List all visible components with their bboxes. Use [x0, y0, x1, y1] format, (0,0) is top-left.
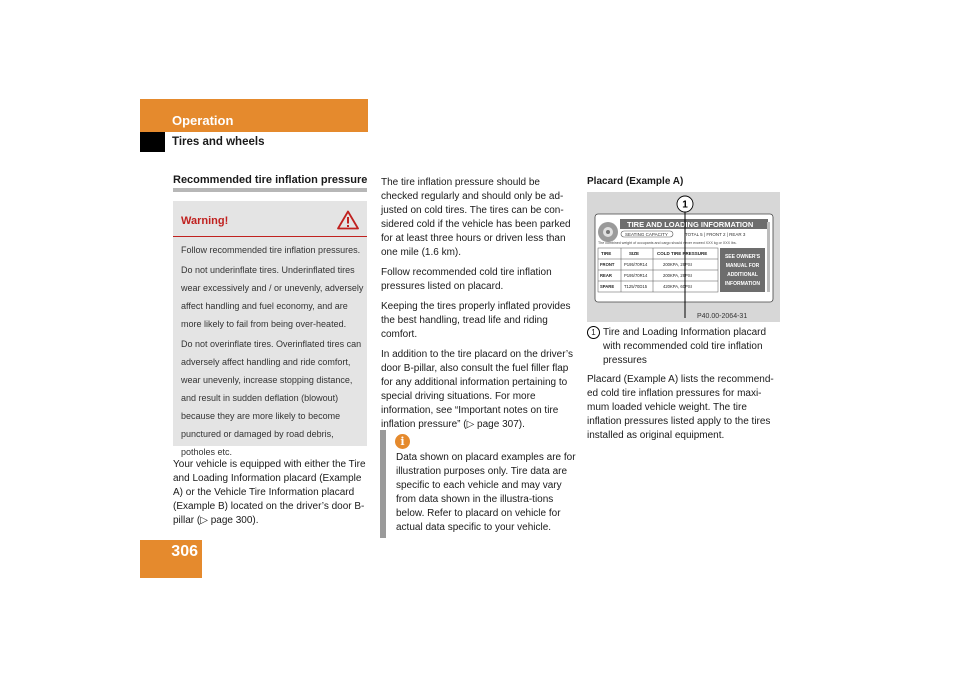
- warning-paragraph: Do not overinflate tires. Overinflated tires can adversely affect handling and ride comfort, wear unevenly, increase stopping distance, and result in sudden deflation (blowout) because they are more likely to become punctured or damaged by road debris, potholes etc.: [181, 339, 362, 457]
- body-paragraph: The tire inflation pressure should be checked regularly and should only be ad-justed on cold tires. The tires can be con-sidered cold if the vehicle has been parked for at least three hours or driven less than one mile (1.6 km).: [381, 177, 571, 258]
- info-note-bar: [380, 430, 386, 538]
- body-paragraph: In addition to the tire placard on the driver’s door B-pillar, also consult the fuel filler flap for any additional information pertaining to special driving situations. For more information, see “Important notes on tire inflation pressure” (▷ page 307).: [381, 349, 573, 430]
- header-marker: [140, 132, 165, 152]
- placard-row-pressure: 200KPA, 29PSI: [663, 273, 692, 278]
- subsection-title: Tires and wheels: [172, 136, 265, 148]
- body-paragraph: Placard (Example A) lists the recommend-ed cold tire inflation pressures for maxi-mum loaded vehicle weight. The tire inflation pressures listed apply to the tires installed as original equipment.: [587, 374, 774, 441]
- placard-row-label: FRONT: [600, 262, 615, 267]
- placard-header: TIRE AND LOADING INFORMATION: [627, 220, 754, 229]
- placard-row-size: T125/70D15: [624, 284, 648, 289]
- callout-number: 1: [587, 326, 600, 339]
- placard-note-line: INFORMATION: [725, 281, 760, 287]
- placard-note-line: ADDITIONAL: [727, 272, 758, 278]
- placard-row-pressure: 420KPA, 60PSI: [663, 284, 692, 289]
- placard-note-line: SEE OWNER'S: [724, 254, 761, 260]
- placard-row-size: P195/70R14: [624, 273, 648, 278]
- body-column-2: [381, 176, 574, 438]
- warning-text: [181, 241, 364, 463]
- info-icon: i: [395, 434, 410, 449]
- body-paragraph: Keeping the tires properly inflated provides the best handling, tread life and riding comfort.: [381, 301, 571, 340]
- placard-callout-number: 1: [682, 199, 688, 211]
- placard-row-label: SPARE: [600, 284, 615, 289]
- warning-rule: [173, 236, 367, 237]
- placard-row-label: REAR: [600, 273, 612, 278]
- page-number: 306: [171, 543, 198, 560]
- placard-col-size: SIZE: [629, 251, 640, 256]
- section-title: Operation: [172, 113, 234, 128]
- figure-reference: P40.00-2064-31: [697, 313, 748, 320]
- warning-paragraph: Follow recommended tire inflation pressures.: [181, 245, 361, 255]
- placard-caption-title: Placard (Example A): [587, 176, 684, 187]
- placard-col-tire: TIRE: [601, 251, 612, 256]
- placard-seating: SEATING CAPACITY: [625, 232, 668, 237]
- warning-triangle-icon: [337, 210, 359, 230]
- warning-paragraph: Do not underinflate tires. Underinflated tires wear excessively and / or unevenly, adversely affect handling and fuel economy, and are more likely to fail from being over-heated.: [181, 265, 364, 329]
- body-paragraph: Follow recommended cold tire inflation pressures listed on placard.: [381, 267, 552, 292]
- placard-row-size: P195/70R14: [624, 262, 648, 267]
- warning-label: Warning!: [181, 215, 229, 227]
- callout-legend: [587, 326, 780, 368]
- callout-description: Tire and Loading Information placard with recommended cold tire inflation pressures: [603, 327, 767, 366]
- placard-note-line: MANUAL FOR: [725, 263, 760, 269]
- tire-wheel-icon: [598, 222, 618, 242]
- tire-placard-illustration: [587, 192, 780, 322]
- placard-col-pressure: COLD TIRE PRESSURE: [657, 251, 708, 256]
- page-heading: Recommended tire inflation pressure: [173, 174, 368, 186]
- placard-weight-line: The combined weight of occupants and cargo should never exceed XXX kg or XXX lbs.: [598, 241, 737, 245]
- placard-row-pressure: 200KPA, 29PSI: [663, 262, 692, 267]
- heading-rule: [173, 188, 367, 192]
- placard-seating-total: TOTAL 5 | FRONT 2 | REAR 3: [685, 232, 746, 237]
- info-note-text: Data shown on placard examples are for illustration purposes only. Tire data are specific to each vehicle and may vary from data shown in the illustra-tions below. Refer to placard on vehicle for actual data specific to your vehicle.: [396, 452, 576, 533]
- body-paragraph: Your vehicle is equipped with either the Tire and Loading Information placard (Example A) or the Vehicle Tire Information placard (Example B) located on the driver’s door B-pillar (▷ page 300).: [173, 459, 366, 526]
